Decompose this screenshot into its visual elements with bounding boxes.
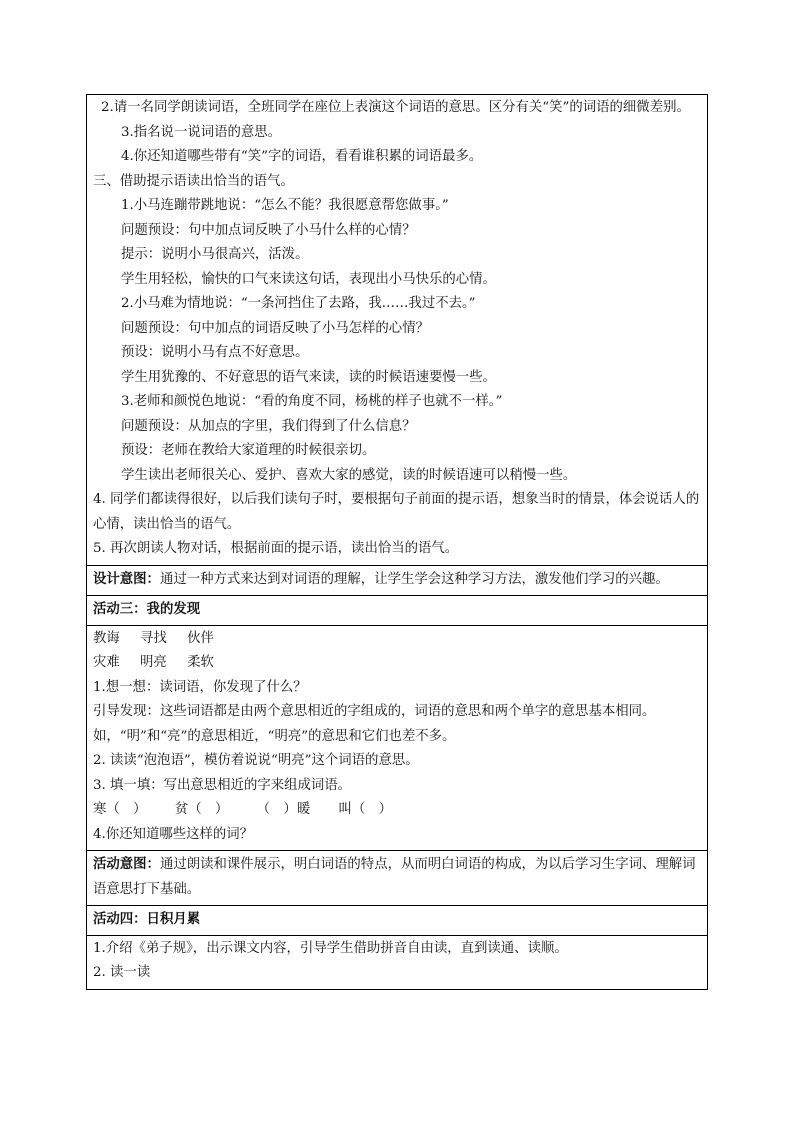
- design-intent-1: [87, 566, 707, 597]
- section-reading-practice: [87, 95, 707, 566]
- design-intent-label: 设计意图：: [93, 570, 160, 587]
- text-line: 3.老师和颜悦色地说：“看的角度不同，杨桃的样子也就不一样。”: [121, 394, 503, 409]
- text-line: 3.指名说一说词语的意思。: [121, 124, 282, 140]
- text-line: 1.介绍《弟子规》，出示课文内容，引导学生借助拼音自由读，直到读通、读顺。: [93, 940, 568, 956]
- text-line: 学生用轻松，愉快的口气来读这句话，表现出小马快乐的心情。: [121, 271, 496, 287]
- text-line: 问题预设：从加点的字里，我们得到了什么信息？: [121, 418, 416, 434]
- fill-blank-item: 叫（ ）: [338, 802, 393, 817]
- text-line: 学生用犹豫的、不好意思的语气来读，读的时候语速要慢一些。: [121, 369, 496, 385]
- fill-blank-item: 寒（ ）: [93, 802, 147, 817]
- text-line: 5. 再次朗读人物对话，根据前面的提示语，读出恰当的语气。: [93, 541, 459, 556]
- design-intent-text: 通过一种方式来达到对词语的理解，让学生学会这种学习方法，激发他们学习的兴趣。: [159, 571, 669, 587]
- text-line: 4. 同学们都读得很好，以后我们读句子时，要根据句子前面的提示语，想象当时的情景，体会说话人的心情，读出恰当的语气。: [93, 492, 700, 532]
- text-line: 1.小马连蹦带跳地说：“怎么不能？我很愿意帮您做事。”: [121, 198, 449, 213]
- text-line: 提示：说明小马很高兴，活泼。: [121, 247, 309, 262]
- lesson-table: [86, 94, 708, 990]
- text-line: 2. 读一读: [93, 965, 151, 980]
- word: 教诲: [93, 630, 120, 646]
- text-line: 4.你还知道哪些这样的词？: [93, 826, 254, 842]
- fill-blank-item: 贫（ ）: [174, 802, 229, 817]
- text-line: 预设：老师在教给大家道理的时候很亲切。: [121, 443, 376, 458]
- activity-4-title: 活动四：日积月累: [87, 906, 707, 936]
- fill-blank-row: [93, 798, 701, 823]
- activity-3-body: [87, 626, 707, 852]
- text-line: 2.请一名同学朗读词语，全班同学在座位上表演这个词语的意思。区分有关“笑”的词语的细微差别。: [101, 100, 690, 115]
- text-line: 4.你还知道哪些带有“笑”字的词语，看看谁积累的词语最多。: [121, 149, 483, 164]
- text-line: 引导发现：这些词语都是由两个意思相近的字组成的，词语的意思和两个单字的意思基本相同。如，“明”和“亮”的意思相近，“明亮”的意思和它们也差不多。: [93, 704, 656, 744]
- text-line: 1.想一想：读词语，你发现了什么？: [93, 679, 307, 695]
- text-line: 2.小马难为情地说：“一条河挡住了去路，我……我过不去。”: [121, 296, 476, 311]
- word-row: [93, 651, 701, 676]
- activity-intent-label: 活动意图：: [93, 856, 160, 872]
- text-line: 问题预设：句中加点的词语反映了小马怎样的心情？: [121, 320, 429, 336]
- word-row: [93, 627, 701, 652]
- word: 明亮: [140, 655, 167, 670]
- word: 灾难: [93, 655, 120, 670]
- activity-intent-text: 通过朗读和课件展示，明白词语的特点，从而明白词语的构成，为以后学习生字词、理解词语意思打下基础。: [93, 857, 696, 897]
- word: 柔软: [187, 655, 214, 670]
- text-line: 预设：说明小马有点不好意思。: [121, 345, 309, 360]
- text-line: 三、借助提示语读出恰当的语气。: [93, 173, 294, 189]
- activity-3-title: 活动三：我的发现: [87, 596, 707, 626]
- word: 伙伴: [187, 630, 214, 646]
- text-line: 3. 填一填：写出意思相近的字来组成词语。: [93, 777, 352, 793]
- design-intent-2: [87, 851, 707, 906]
- text-line: 学生读出老师很关心、爱护、喜欢大家的感觉，读的时候语速可以稍慢一些。: [121, 467, 577, 483]
- text-line: 2. 读读“泡泡语”，模仿着说说“明亮”这个词语的意思。: [93, 753, 419, 768]
- activity-4-body: [87, 936, 707, 990]
- fill-blank-item: （ ）暖: [256, 802, 311, 817]
- text-line: 问题预设：句中加点词反映了小马什么样的心情？: [121, 222, 416, 238]
- word: 寻找: [140, 630, 167, 646]
